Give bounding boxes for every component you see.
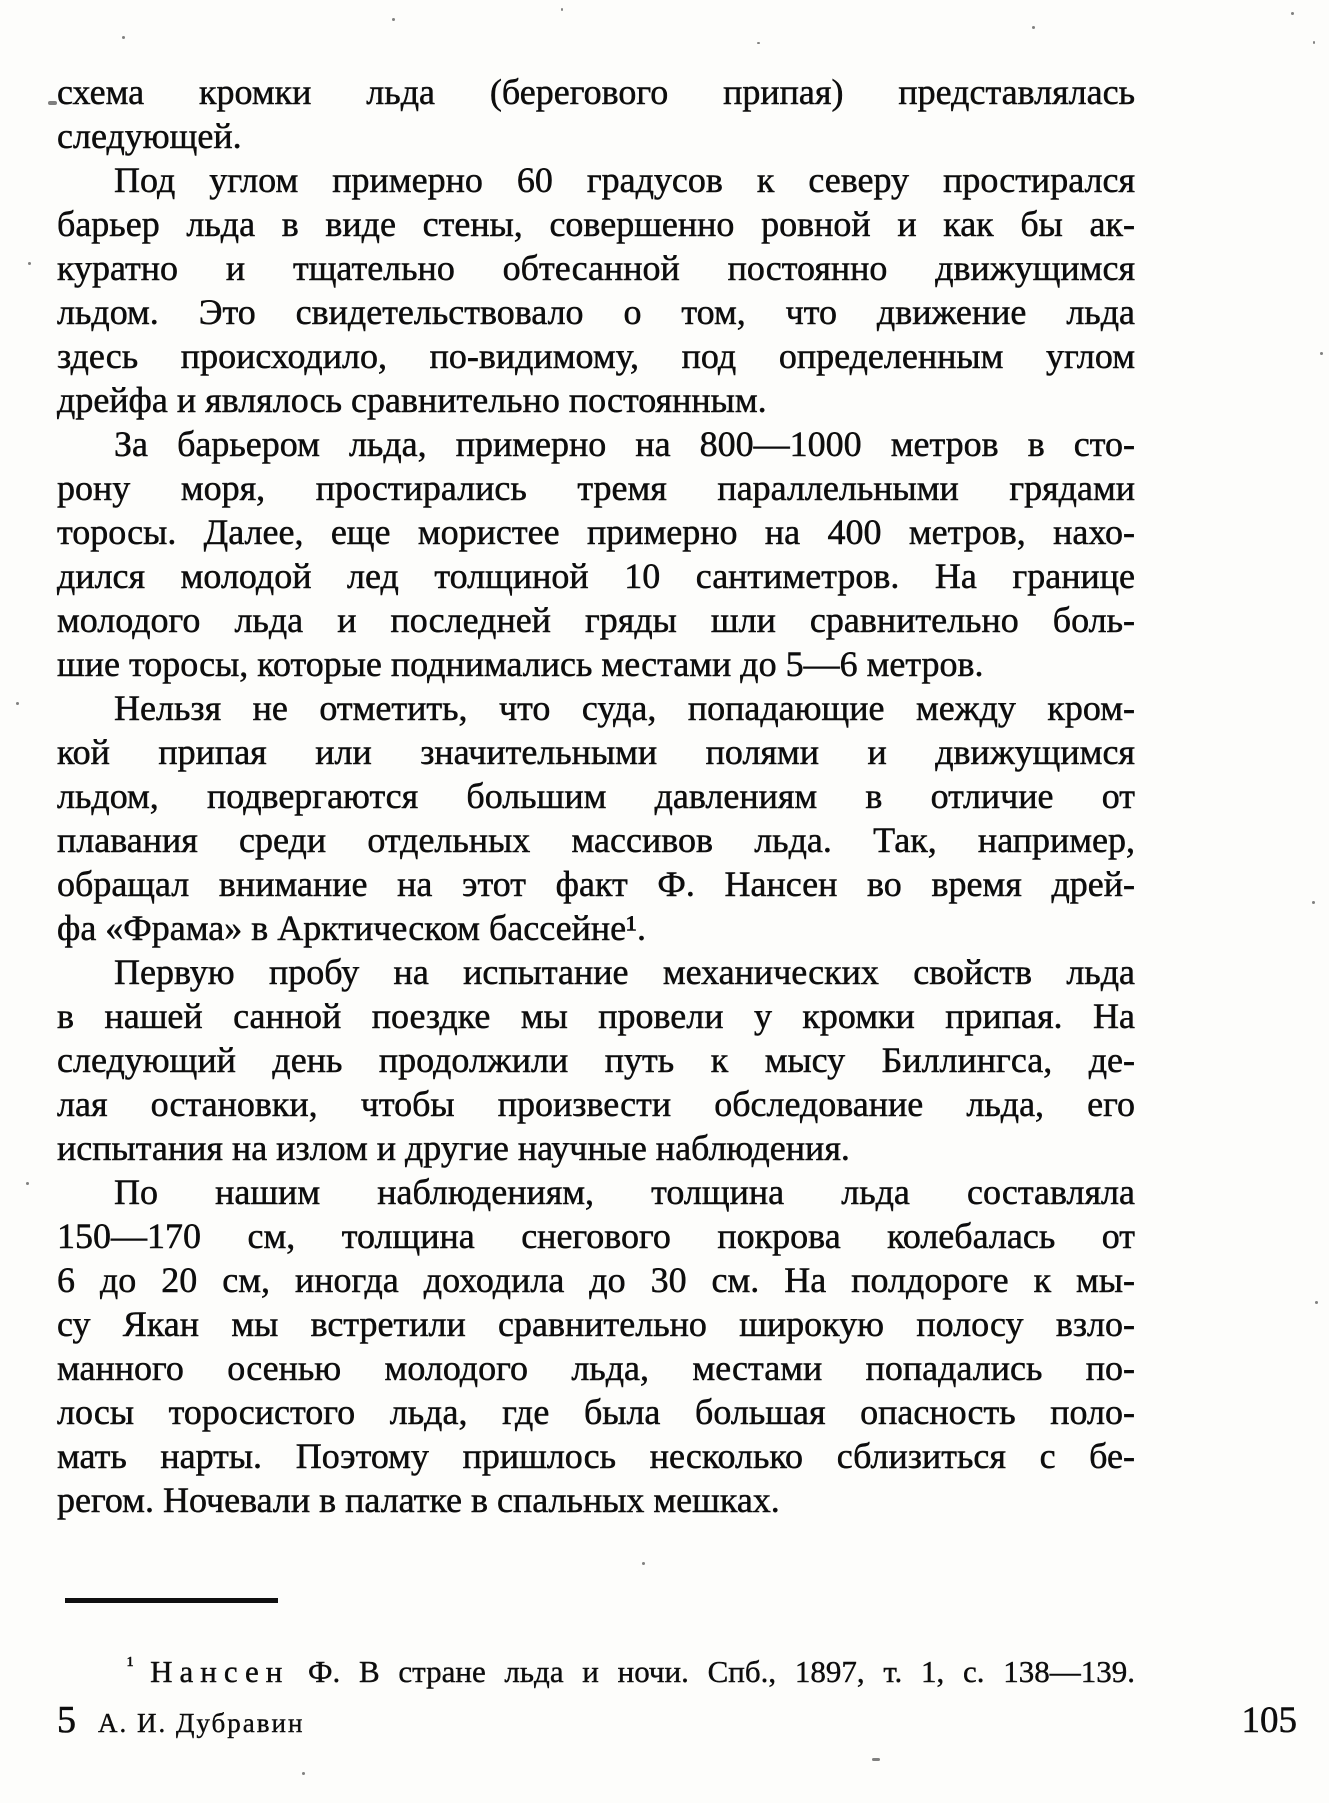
- scan-speck: [872, 1758, 880, 1761]
- footnote-author: Нансен: [150, 1654, 290, 1689]
- text-line: За барьером льда, примерно на 800—1000 метров в сто-: [114, 424, 1135, 464]
- signature-name: А. И. Дубравин: [98, 1708, 305, 1738]
- text-line: мать нарты. Поэтому пришлось несколько сблизиться с бе-: [57, 1436, 1135, 1476]
- text-line: 6 до 20 см, иногда доходила до 30 см. На полдороге к мы-: [57, 1260, 1135, 1300]
- scan-speck: [1315, 1301, 1318, 1304]
- body-text: [57, 70, 1135, 1522]
- text-line: шие торосы, которые поднимались местами до 5—6 метров.: [57, 644, 984, 684]
- scan-speck: [392, 18, 395, 21]
- footnote-text: Ф. В стране льда и ночи. Спб., 1897, т. 1, с. 138—139.: [289, 1654, 1135, 1689]
- scan-speck: [642, 1562, 645, 1565]
- scan-speck: [1312, 901, 1315, 904]
- text-line: торосы. Далее, еще мористее примерно на 400 метров, нахо-: [57, 512, 1135, 552]
- text-line: льдом, подвергаются большим давлениям в отличие от: [57, 776, 1135, 816]
- text-line: здесь происходило, по-видимому, под определенным углом: [57, 336, 1135, 376]
- text-line: дился молодой лед толщиной 10 сантиметров. На границе: [57, 556, 1135, 596]
- scan-speck: [561, 8, 563, 11]
- text-line: следующий день продолжили путь к мысу Биллингса, де-: [57, 1040, 1135, 1080]
- text-line: фа «Фрама» в Арктическом бассейне¹.: [57, 908, 646, 948]
- text-line: испытания на излом и другие научные наблюдения.: [57, 1128, 850, 1168]
- text-line: кой припая или значительными полями и движущимся: [57, 732, 1135, 772]
- scan-speck: [28, 262, 31, 265]
- footnote-marker: ¹: [127, 1652, 151, 1677]
- text-line: манного осенью молодого льда, местами попадались по-: [57, 1348, 1135, 1388]
- text-line: Нельзя не отметить, что суда, попадающие между кром-: [114, 688, 1135, 728]
- text-line: По нашим наблюдениям, толщина льда составляла: [114, 1172, 1135, 1212]
- text-line: следующей.: [57, 116, 242, 156]
- scan-speck: [757, 42, 760, 44]
- text-line: молодого льда и последней гряды шли сравнительно боль-: [57, 600, 1135, 640]
- text-line: лосы торосистого льда, где была большая опасность поло-: [57, 1392, 1135, 1432]
- text-line: в нашей санной поездке мы провели у кромки припая. На: [57, 996, 1135, 1036]
- scan-speck: [1320, 352, 1323, 355]
- text-line: су Якан мы встретили сравнительно широкую полосу взло-: [57, 1304, 1135, 1344]
- text-line: рону моря, простирались тремя параллельными грядами: [57, 468, 1135, 508]
- scan-speck: [122, 36, 125, 39]
- text-line: 150—170 см, толщина снегового покрова колебалась от: [57, 1216, 1135, 1256]
- scan-speck: [1313, 41, 1315, 44]
- text-line: обращал внимание на этот факт Ф. Нансен во время дрей-: [57, 864, 1135, 904]
- scan-speck: [48, 101, 57, 105]
- scan-speck: [1291, 12, 1294, 15]
- text-line: Первую пробу на испытание механических свойств льда: [114, 952, 1135, 992]
- text-line: дрейфа и являлось сравнительно постоянным.: [57, 380, 767, 420]
- scan-speck: [1032, 26, 1035, 29]
- footnote: [57, 1645, 1135, 1692]
- scan-speck: [26, 1182, 29, 1185]
- page-number: 105: [1241, 1700, 1297, 1741]
- text-line: плавания среди отдельных массивов льда. Так, например,: [57, 820, 1135, 860]
- text-line: льдом. Это свидетельствовало о том, что движение льда: [57, 292, 1135, 332]
- scan-speck: [302, 1772, 305, 1775]
- text-line: лая остановки, чтобы произвести обследование льда, его: [57, 1084, 1135, 1124]
- text-line: Под углом примерно 60 градусов к северу простирался: [114, 160, 1135, 200]
- footer: [57, 1698, 1297, 1742]
- signature-number: 5: [57, 1699, 76, 1741]
- text-line: барьер льда в виде стены, совершенно ровной и как бы ак-: [57, 204, 1135, 244]
- text-line: регом. Ночевали в палатке в спальных мешках.: [57, 1480, 780, 1520]
- text-line: схема кромки льда (берегового припая) представлялась: [57, 72, 1135, 112]
- footnote-rule: [65, 1598, 278, 1603]
- scan-speck: [16, 702, 19, 705]
- text-line: куратно и тщательно обтесанной постоянно движущимся: [57, 248, 1135, 288]
